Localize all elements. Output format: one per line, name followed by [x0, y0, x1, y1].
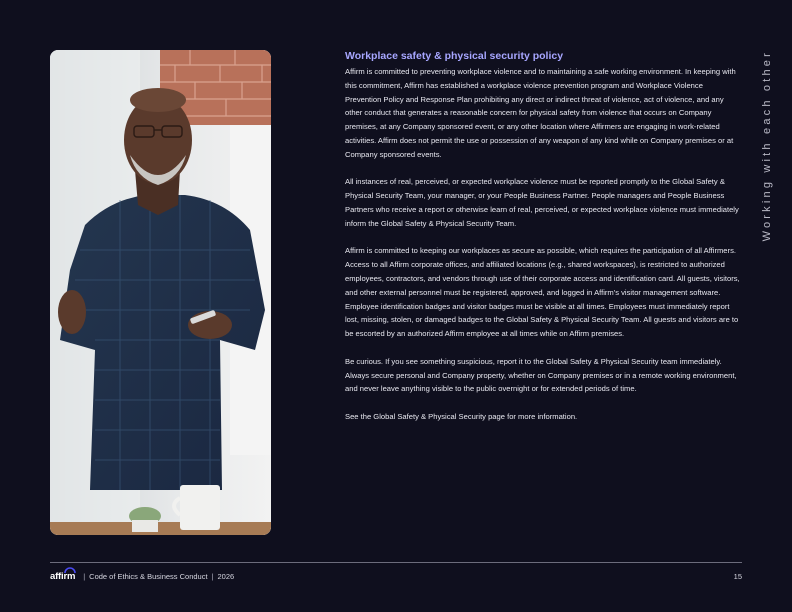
policy-section	[345, 50, 740, 438]
footer-year: 2026	[217, 571, 235, 581]
section-side-tag	[757, 50, 777, 260]
footer-doc-title: Code of Ethics & Business Conduct	[89, 571, 208, 581]
affirm-logo	[50, 571, 75, 582]
presenter-photo	[50, 50, 271, 535]
section-heading: Workplace safety & physical security policy	[345, 50, 564, 62]
side-tag-text: Working with each other	[761, 50, 773, 242]
footer-separator: |	[211, 571, 214, 581]
footer-divider	[50, 562, 742, 563]
logo-text: affirm	[50, 570, 76, 582]
paragraph-be-curious: Be curious. If you see something suspicious, report it to the Global Safety & Physical Security team immediately. Always secure personal and Company property, whether on Company premises or in a remote working environment, and never leave anything visible to the public overnight or for extended periods of time.	[345, 356, 737, 394]
page-number: 15	[733, 571, 742, 581]
footer	[50, 569, 742, 583]
paragraph-reporting: All instances of real, perceived, or expected workplace violence must be reported promptly to the Global Safety & Physical Security Team, your manager, or your People Business Partner. People managers and People Business Partners who receive a report or otherwise learn of real, perceived, or expected workplace violence must immediately inform the Global Safety & Physical Security Team.	[345, 177, 739, 228]
paragraph-access: Affirm is committed to keeping our workplaces as secure as possible, which requires the participation of all Affirmers. Access to all Affirm corporate offices, and affiliated locations (e.g., shared workspaces), is restricted to authorized employees, contractors, and vendors through use of their corporate access and identification card. All guests, visitors, and other external personnel must be registered, approved, and logged in Affirm's visitor management software. Employee identification badges and visitor badges must be visible at all times. Employees must immediately report lost, missing, stolen, or damaged badges to the Global Safety & Physical Security Team. All guests and visitors are to be escorted by an authorized Affirm employee at all times while on Affirm premises.	[345, 246, 740, 339]
photo-illustration	[50, 50, 271, 535]
paragraph-commitment: Affirm is committed to preventing workplace violence and to maintaining a safe working environment. In keeping with this commitment, Affirm has established a workplace violence prevention program and Workplace Violence Prevention Policy and Response Plan prohibiting any direct or indirect threat of violence, act of violence, and any other conduct that generates a reasonable concern for physical safety from violence that occurs on Company premises, at any Company sponsored event, or any other location where Affirmers are engaging in work-related activities. Affirm does not permit the use or possession of any weapon of any kind while on Company premises or at Company sponsored events.	[345, 67, 736, 159]
paragraph-more-info: See the Global Safety & Physical Security page for more information.	[345, 411, 578, 421]
footer-separator: |	[83, 571, 86, 581]
logo-arc-icon	[64, 566, 76, 574]
